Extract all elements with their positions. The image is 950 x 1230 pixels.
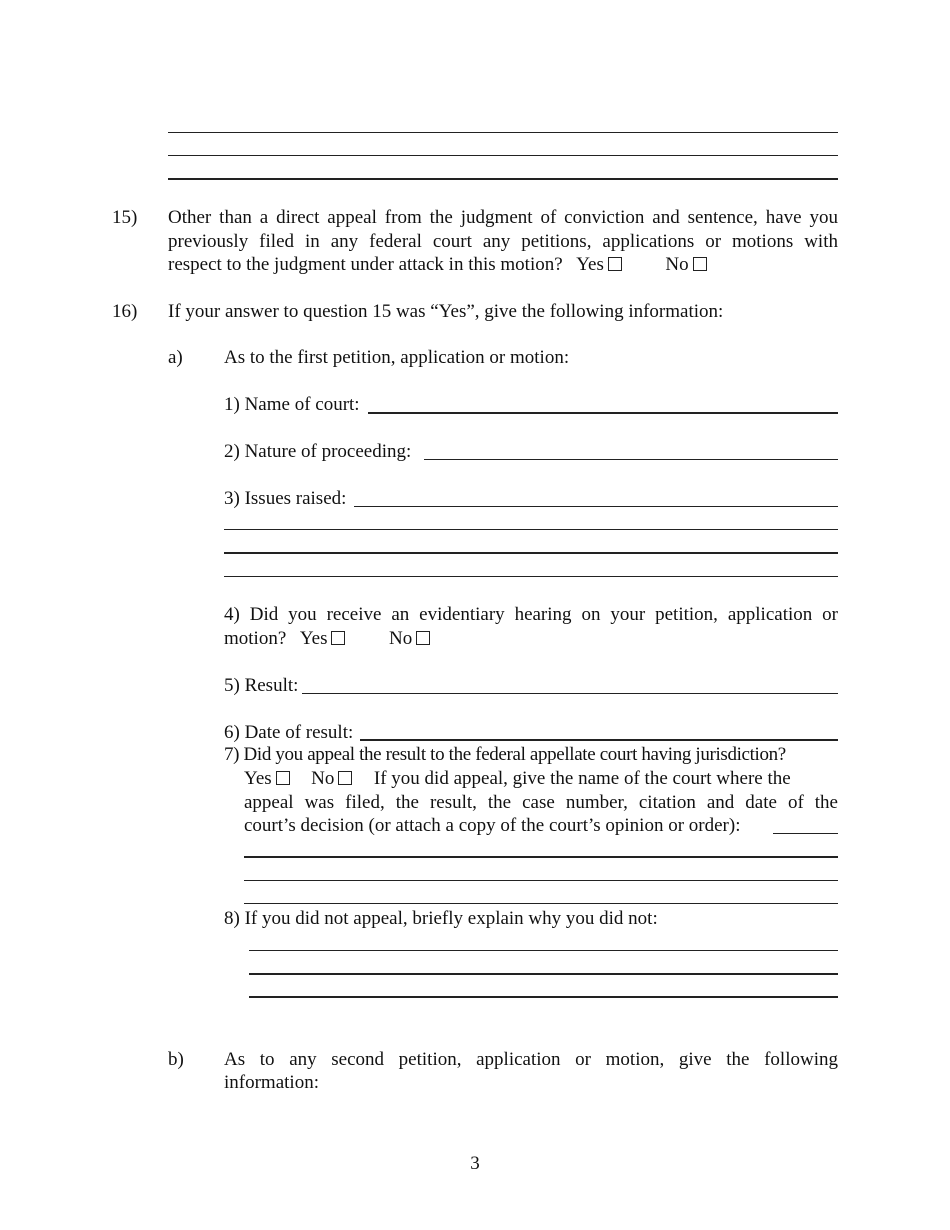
part-a-marker: a) — [168, 347, 183, 368]
answer-line[interactable] — [168, 178, 838, 180]
name-of-court-field[interactable] — [368, 412, 838, 414]
part-b-line2: information: — [224, 1072, 319, 1093]
no-appeal-reason-line[interactable] — [249, 950, 838, 951]
item7-yes-label: Yes — [244, 768, 272, 789]
issues-raised-line[interactable] — [224, 552, 838, 554]
q15-yes-checkbox[interactable] — [608, 257, 622, 271]
item-2-label: 2) Nature of proceeding: — [224, 441, 412, 462]
question-15-text-line1: Other than a direct appeal from the judgment of conviction and sentence, have you — [168, 207, 838, 228]
item4-no-label: No — [388, 628, 413, 649]
item-7-line1: 7) Did you appeal the result to the federal appellate court having jurisdiction? — [224, 744, 786, 765]
item-4-line2 — [224, 627, 430, 650]
question-15-text-line2: previously filed in any federal court any petitions, applications or motions with — [168, 231, 838, 252]
question-16-text: If your answer to question 15 was “Yes”, give the following information: — [168, 301, 724, 322]
item4-yes-checkbox[interactable] — [331, 631, 345, 645]
item7-yes-checkbox[interactable] — [276, 771, 290, 785]
item-7-line2-text: If you did appeal, give the name of the court where the — [373, 768, 791, 789]
nature-of-proceeding-field[interactable] — [424, 459, 838, 460]
item7-no-checkbox[interactable] — [338, 771, 352, 785]
item-5-label: 5) Result: — [224, 675, 299, 696]
question-15-number: 15) — [112, 207, 138, 228]
no-appeal-reason-line[interactable] — [249, 973, 838, 975]
appeal-details-line[interactable] — [244, 880, 838, 881]
item-4-line1: 4) Did you receive an evidentiary hearing on your petition, application or — [224, 604, 838, 625]
answer-line[interactable] — [168, 132, 838, 133]
no-appeal-reason-line[interactable] — [249, 996, 838, 998]
issues-raised-field[interactable] — [354, 506, 838, 507]
q15-yes-label: Yes — [576, 254, 604, 275]
item-4-line2-label: motion? — [224, 628, 287, 649]
question-15-text-line3-label: respect to the judgment under attack in this motion? — [168, 254, 563, 275]
answer-line[interactable] — [168, 155, 838, 156]
q15-no-label: No — [665, 254, 689, 275]
item4-yes-label: Yes — [299, 628, 328, 649]
item4-no-checkbox[interactable] — [416, 631, 430, 645]
result-field[interactable] — [302, 693, 838, 694]
appeal-details-line[interactable] — [244, 903, 838, 904]
appeal-details-line[interactable] — [244, 856, 838, 858]
part-a-heading: As to the first petition, application or motion: — [224, 347, 570, 368]
question-15-text-line3 — [168, 253, 707, 276]
appeal-details-field[interactable] — [773, 833, 838, 834]
item-1-label: 1) Name of court: — [224, 394, 360, 415]
item-8-label: 8) If you did not appeal, briefly explain why you did not: — [224, 908, 658, 929]
item-7-line3: appeal was filed, the result, the case number, citation and date of the — [244, 792, 838, 813]
question-16-number: 16) — [112, 301, 138, 322]
part-b-marker: b) — [168, 1049, 184, 1070]
item-7-line2 — [244, 767, 791, 790]
page-number: 3 — [470, 1153, 480, 1174]
q15-no-checkbox[interactable] — [693, 257, 707, 271]
date-of-result-field[interactable] — [360, 739, 838, 741]
issues-raised-line[interactable] — [224, 529, 838, 530]
issues-raised-line[interactable] — [224, 576, 838, 577]
item-7-line4: court’s decision (or attach a copy of the court’s opinion or order): — [244, 815, 741, 836]
item-6-label: 6) Date of result: — [224, 722, 354, 743]
part-b-line1: As to any second petition, application or motion, give the following — [224, 1049, 838, 1070]
item-3-label: 3) Issues raised: — [224, 488, 347, 509]
item7-no-label: No — [311, 768, 335, 789]
